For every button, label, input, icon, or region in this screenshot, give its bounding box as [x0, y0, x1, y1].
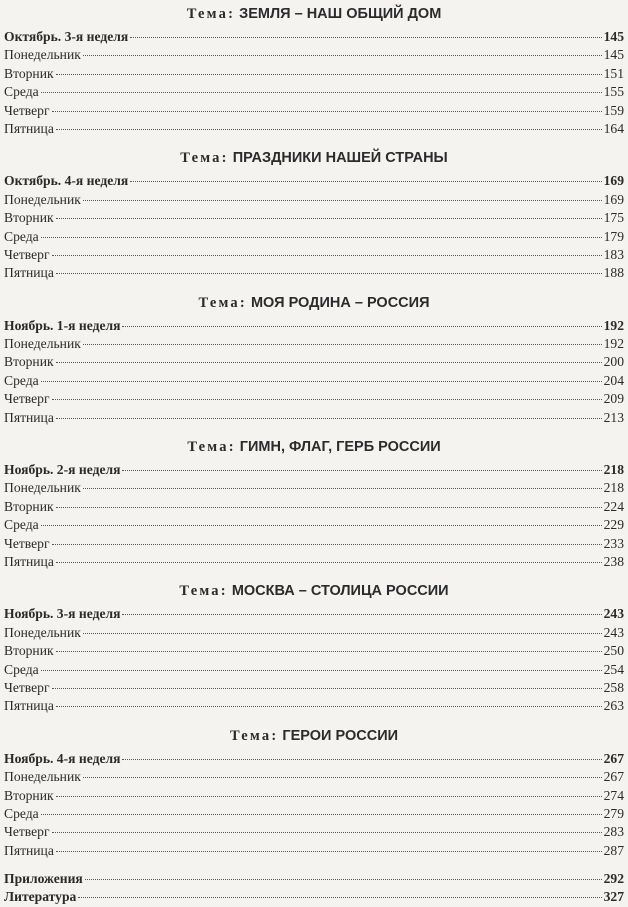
- toc-day-entry[interactable]: [4, 661, 624, 679]
- toc-section: [4, 2, 624, 138]
- toc-day-entry[interactable]: [4, 209, 624, 227]
- toc-day-entry[interactable]: [4, 805, 624, 823]
- toc-week-entry[interactable]: [4, 28, 624, 46]
- section-label: Тема:: [180, 150, 229, 167]
- toc-dot-leader: [56, 418, 602, 419]
- toc-page-number: 229: [603, 517, 624, 533]
- toc-page-number: 218: [603, 480, 624, 496]
- toc-page-number: 200: [603, 354, 624, 370]
- toc-entry-title: Вторник: [4, 787, 54, 803]
- toc-dot-leader: [122, 614, 601, 615]
- toc-section: [4, 435, 624, 571]
- toc-entry-title: Вторник: [4, 210, 54, 226]
- toc-day-entry[interactable]: [4, 498, 624, 516]
- toc-entry-title: Среда: [4, 228, 39, 244]
- toc-day-entry[interactable]: [4, 823, 624, 841]
- section-label: Тема:: [229, 727, 279, 744]
- section-label: Тема:: [179, 583, 228, 600]
- toc-entry-title: Четверг: [4, 535, 50, 551]
- toc-page-number: 238: [603, 553, 624, 569]
- toc-entry-title: Вторник: [4, 354, 54, 370]
- toc-page-number: 192: [603, 336, 624, 352]
- toc-entry-title: Четверг: [4, 391, 50, 407]
- toc-day-entry[interactable]: [4, 102, 624, 120]
- toc-day-entry[interactable]: [4, 228, 624, 246]
- toc-dot-leader: [83, 488, 602, 489]
- toc-day-entry[interactable]: [4, 353, 624, 371]
- toc-day-entry[interactable]: [4, 46, 624, 64]
- toc-dot-leader: [83, 777, 602, 778]
- toc-entry-title: Вторник: [4, 498, 54, 514]
- toc-page-number: 188: [603, 265, 624, 281]
- toc-day-entry[interactable]: [4, 768, 624, 786]
- toc-page-number: 243: [603, 624, 624, 640]
- toc-page-number: 263: [603, 698, 624, 714]
- toc-dot-leader: [56, 796, 602, 797]
- toc-week-entry[interactable]: [4, 605, 624, 623]
- section-title: ПРАЗДНИКИ НАШЕЙ СТРАНЫ: [232, 150, 448, 167]
- toc-entry-title: Октябрь. 4-я неделя: [4, 173, 129, 189]
- toc-dot-leader: [41, 814, 602, 815]
- toc-entry-title: Вторник: [4, 643, 54, 659]
- toc-section: [4, 291, 624, 427]
- toc-page-number: 258: [603, 679, 624, 695]
- toc-dot-leader: [83, 633, 602, 634]
- toc-entry-title: Среда: [4, 84, 39, 100]
- toc-page-number: 327: [603, 889, 624, 905]
- toc-day-entry[interactable]: [4, 842, 624, 860]
- toc-entry-title: Среда: [4, 661, 39, 677]
- toc-day-entry[interactable]: [4, 787, 624, 805]
- toc-page-number: 204: [603, 372, 624, 388]
- toc-day-entry[interactable]: [4, 516, 624, 534]
- toc-page-number: 279: [603, 805, 624, 821]
- toc-day-entry[interactable]: [4, 553, 624, 571]
- toc-page-number: 151: [603, 65, 624, 81]
- toc-dot-leader: [52, 544, 602, 545]
- toc-entry-title: Пятница: [4, 409, 54, 425]
- section-label: Тема:: [187, 439, 236, 456]
- toc-entry-title: Ноябрь. 3-я неделя: [4, 606, 121, 622]
- toc-entry-title: Понедельник: [4, 47, 81, 63]
- toc-entry-title: Четверг: [4, 679, 50, 695]
- toc-day-entry[interactable]: [4, 390, 624, 408]
- toc-dot-leader: [41, 670, 602, 671]
- toc-day-entry[interactable]: [4, 191, 624, 209]
- toc-entry-title: Среда: [4, 805, 39, 821]
- section-heading: [4, 146, 624, 170]
- toc-entry-title: Пятница: [4, 120, 54, 136]
- toc-day-entry[interactable]: [4, 83, 624, 101]
- toc-dot-leader: [41, 525, 602, 526]
- toc-dot-leader: [78, 897, 601, 898]
- toc-day-entry[interactable]: [4, 697, 624, 715]
- toc-entry-title: Ноябрь. 1-я неделя: [4, 317, 121, 333]
- toc-page-number: 145: [603, 29, 624, 44]
- toc-dot-leader: [83, 200, 602, 201]
- toc-dot-leader: [41, 381, 602, 382]
- toc-dot-leader: [41, 237, 602, 238]
- toc-page-number: 254: [603, 661, 624, 677]
- toc-day-entry[interactable]: [4, 65, 624, 83]
- toc-page-number: 209: [603, 391, 624, 407]
- toc-dot-leader: [52, 399, 602, 400]
- toc-page-number: 224: [603, 498, 624, 514]
- section-title: МОЯ РОДИНА – РОССИЯ: [250, 294, 430, 311]
- toc-entry-title: Понедельник: [4, 769, 81, 785]
- toc-page-number: 159: [603, 102, 624, 118]
- section-heading: [4, 291, 624, 315]
- toc-day-entry[interactable]: [4, 335, 624, 353]
- toc-dot-leader: [122, 759, 601, 760]
- section-heading: [4, 2, 624, 26]
- toc-page-number: 250: [603, 643, 624, 659]
- toc-page-number: 169: [603, 173, 624, 189]
- toc-page-number: 292: [603, 871, 624, 887]
- toc-section: [4, 146, 624, 282]
- toc-page-number: 267: [603, 769, 624, 785]
- toc-entry-title: Пятница: [4, 553, 54, 569]
- section-heading: [4, 579, 624, 603]
- toc-page-number: 274: [603, 787, 624, 803]
- toc-week-entry[interactable]: [4, 172, 624, 190]
- toc-section: [4, 724, 624, 860]
- toc-dot-leader: [130, 37, 601, 38]
- section-title: ГИМН, ФЛАГ, ГЕРБ РОССИИ: [239, 439, 441, 456]
- toc-day-entry[interactable]: [4, 120, 624, 138]
- toc-section: [4, 579, 624, 715]
- toc-day-entry[interactable]: [4, 624, 624, 642]
- section-title: ГЕРОИ РОССИИ: [282, 727, 399, 744]
- toc-entry-title: Октябрь. 3-я неделя: [4, 29, 129, 44]
- toc-week-entry[interactable]: [4, 888, 624, 906]
- toc-entry-title: Пятница: [4, 842, 54, 858]
- toc-entry-title: Ноябрь. 4-я неделя: [4, 750, 121, 766]
- toc-entry-title: Четверг: [4, 246, 50, 262]
- toc-page-number: 145: [603, 47, 624, 63]
- toc-dot-leader: [56, 273, 602, 274]
- toc-entry-title: Понедельник: [4, 336, 81, 352]
- toc-dot-leader: [122, 470, 601, 471]
- toc-page-number: 283: [603, 824, 624, 840]
- toc-day-entry[interactable]: [4, 679, 624, 697]
- toc-day-entry[interactable]: [4, 264, 624, 282]
- toc-dot-leader: [56, 651, 602, 652]
- toc-dot-leader: [41, 92, 602, 93]
- toc-entry-title: Среда: [4, 517, 39, 533]
- toc-day-entry[interactable]: [4, 372, 624, 390]
- toc-dot-leader: [52, 255, 602, 256]
- section-heading: [4, 435, 624, 459]
- toc-entry-title: Четверг: [4, 102, 50, 118]
- toc-sections: [4, 2, 624, 860]
- toc-day-entry[interactable]: [4, 642, 624, 660]
- toc-entry-title: Ноябрь. 2-я неделя: [4, 462, 121, 478]
- toc-dot-leader: [52, 832, 602, 833]
- toc-page-number: 233: [603, 535, 624, 551]
- section-title: МОСКВА – СТОЛИЦА РОССИИ: [231, 583, 449, 600]
- toc-entry-title: Понедельник: [4, 191, 81, 207]
- toc-entry-title: Понедельник: [4, 480, 81, 496]
- toc-dot-leader: [52, 688, 602, 689]
- toc-dot-leader: [122, 326, 601, 327]
- table-of-contents: [4, 2, 624, 907]
- toc-page-number: 169: [603, 191, 624, 207]
- section-title: ЗЕМЛЯ – НАШ ОБЩИЙ ДОМ: [239, 6, 442, 22]
- toc-dot-leader: [85, 879, 602, 880]
- toc-page-number: 155: [603, 84, 624, 100]
- toc-week-entry[interactable]: [4, 461, 624, 479]
- toc-entry-title: Приложения: [4, 871, 83, 887]
- toc-day-entry[interactable]: [4, 409, 624, 427]
- toc-page-number: 287: [603, 842, 624, 858]
- toc-dot-leader: [83, 344, 602, 345]
- toc-dot-leader: [83, 55, 602, 56]
- toc-week-entry[interactable]: [4, 317, 624, 335]
- toc-dot-leader: [56, 507, 602, 508]
- toc-day-entry[interactable]: [4, 246, 624, 264]
- toc-entry-title: Литература: [4, 889, 77, 905]
- toc-entry-title: Вторник: [4, 65, 54, 81]
- toc-dot-leader: [56, 218, 602, 219]
- toc-back-matter: [4, 870, 624, 907]
- toc-dot-leader: [130, 181, 601, 182]
- toc-dot-leader: [56, 129, 602, 130]
- toc-dot-leader: [52, 111, 602, 112]
- toc-entry-title: Среда: [4, 372, 39, 388]
- section-label: Тема:: [186, 6, 236, 22]
- toc-week-entry[interactable]: [4, 870, 624, 888]
- toc-dot-leader: [56, 706, 602, 707]
- toc-dot-leader: [56, 851, 602, 852]
- toc-entry-title: Четверг: [4, 824, 50, 840]
- toc-page-number: 179: [603, 228, 624, 244]
- toc-page-number: 192: [603, 317, 624, 333]
- toc-day-entry[interactable]: [4, 479, 624, 497]
- toc-dot-leader: [56, 74, 602, 75]
- toc-page-number: 175: [603, 210, 624, 226]
- toc-dot-leader: [56, 562, 602, 563]
- toc-week-entry[interactable]: [4, 750, 624, 768]
- toc-page-number: 267: [603, 750, 624, 766]
- toc-dot-leader: [56, 362, 602, 363]
- toc-entry-title: Пятница: [4, 265, 54, 281]
- toc-entry-title: Пятница: [4, 698, 54, 714]
- toc-page-number: 213: [603, 409, 624, 425]
- toc-page-number: 243: [603, 606, 624, 622]
- toc-page-number: 218: [603, 462, 624, 478]
- section-heading: [4, 724, 624, 748]
- toc-page-number: 164: [603, 120, 624, 136]
- toc-entry-title: Понедельник: [4, 624, 81, 640]
- toc-page-number: 183: [603, 246, 624, 262]
- toc-day-entry[interactable]: [4, 535, 624, 553]
- section-label: Тема:: [198, 294, 247, 311]
